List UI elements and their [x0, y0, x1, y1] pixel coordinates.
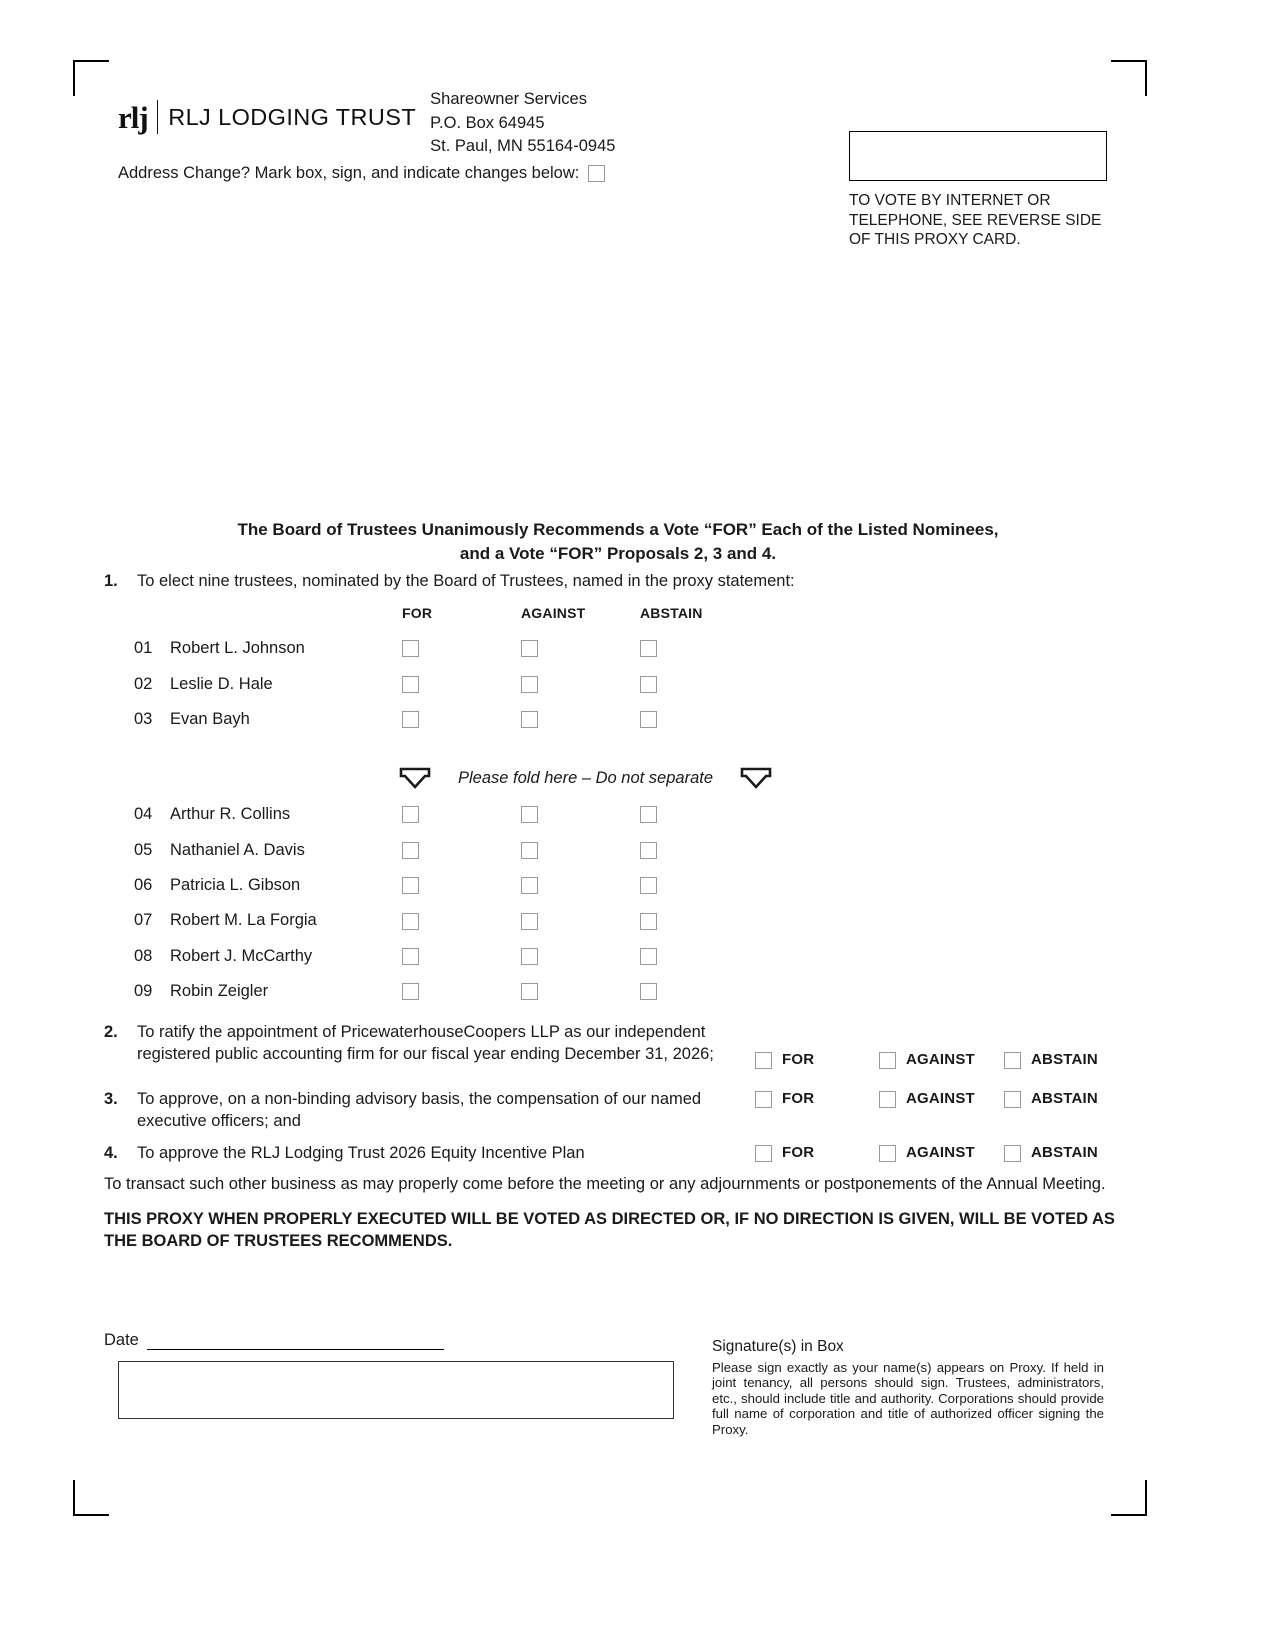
nominee-index: 05 — [134, 840, 153, 859]
nominee-abstain-cell — [640, 710, 759, 729]
nominee-against-cell — [521, 841, 640, 860]
transact-other-business: To transact such other business as may properly come before the meeting or any adjournments or postponements of the Annual Meeting. — [104, 1175, 1106, 1193]
nominee-against-cell — [521, 805, 640, 824]
nominee-index: 09 — [134, 982, 153, 1001]
rlj-monogram-icon: rlj — [118, 99, 148, 135]
nominee-for-cell — [402, 675, 521, 694]
nominee-index: 01 — [134, 639, 153, 658]
signature-instructions-block — [712, 1338, 1104, 1437]
proposal-1 — [104, 572, 1114, 591]
vote-column-headers — [134, 605, 703, 631]
proposal-4-against-label: AGAINST — [906, 1144, 975, 1161]
proposal-4-against-checkbox[interactable] — [879, 1145, 896, 1162]
proposal-2-vote-options — [755, 1049, 1098, 1071]
nominee-for-checkbox[interactable] — [402, 640, 419, 657]
nominee-name: Nathaniel A. Davis — [170, 840, 305, 859]
proposal-3-text: To approve, on a non-binding advisory basis, the compensation of our named executive officers; and — [137, 1090, 702, 1130]
signature-instructions: Please sign exactly as your name(s) appears on Proxy. If held in joint tenancy, all persons should sign. Trustees, administrators, etc., should include title and authority. Corporations should provide full name of corporation and title of authorized officer signing the Proxy. — [712, 1360, 1104, 1437]
proposal-1-text: To elect nine trustees, nominated by the Board of Trustees, named in the proxy statement: — [137, 572, 795, 590]
fold-arrow-down-icon — [398, 767, 432, 789]
table-row — [134, 797, 694, 832]
mailing-address — [430, 88, 615, 159]
proposal-4-for-checkbox[interactable] — [755, 1145, 772, 1162]
city-state-zip: St. Paul, MN 55164-0945 — [430, 137, 616, 155]
logo-divider — [157, 100, 159, 134]
nominee-against-checkbox[interactable] — [521, 711, 538, 728]
nominee-table-group-1 — [134, 605, 703, 737]
nominee-abstain-checkbox[interactable] — [640, 913, 657, 930]
proposal-2-against-option[interactable] — [879, 1049, 1004, 1071]
proposal-2-number: 2. — [104, 1023, 118, 1041]
vote-by-instructions: TO VOTE BY INTERNET OR TELEPHONE, SEE REVERSE SIDE OF THIS PROXY CARD. — [849, 192, 1102, 248]
date-label: Date — [104, 1331, 139, 1349]
table-row — [134, 832, 694, 867]
proposal-4-abstain-option[interactable] — [1004, 1142, 1098, 1164]
nominee-index: 02 — [134, 674, 153, 693]
proposal-3-against-option[interactable] — [879, 1088, 1004, 1110]
nominee-for-cell — [402, 639, 521, 658]
proposal-4 — [104, 1142, 1114, 1164]
nominee-abstain-cell — [640, 639, 759, 658]
table-row — [134, 666, 694, 701]
nominee-name: Evan Bayh — [170, 709, 250, 728]
nominee-abstain-cell — [640, 947, 759, 966]
nominee-for-cell — [402, 947, 521, 966]
proposal-2-for-checkbox[interactable] — [755, 1052, 772, 1069]
proposal-4-number: 4. — [104, 1144, 118, 1162]
nominee-for-cell — [402, 982, 521, 1001]
nominee-for-checkbox[interactable] — [402, 842, 419, 859]
nominee-against-checkbox[interactable] — [521, 948, 538, 965]
fold-arrow-down-icon — [739, 767, 773, 789]
nominee-abstain-cell — [640, 876, 759, 895]
proposal-2-abstain-option[interactable] — [1004, 1049, 1098, 1071]
proposal-4-for-option[interactable] — [755, 1142, 879, 1164]
table-row — [134, 868, 694, 903]
proposal-3-abstain-label: ABSTAIN — [1031, 1090, 1098, 1107]
proposal-2-abstain-label: ABSTAIN — [1031, 1051, 1098, 1068]
proposal-3-for-label: FOR — [782, 1090, 815, 1107]
nominee-name: Robert M. La Forgia — [170, 911, 317, 930]
nominee-table-group-2 — [134, 797, 694, 1009]
date-input-line[interactable] — [147, 1334, 444, 1350]
nominee-abstain-checkbox[interactable] — [640, 877, 657, 894]
nominee-index: 03 — [134, 709, 153, 728]
column-header-abstain: ABSTAIN — [640, 605, 703, 621]
proposal-3-number: 3. — [104, 1090, 118, 1108]
address-change-label: Address Change? Mark box, sign, and indicate changes below: — [118, 163, 580, 182]
proposal-3-for-option[interactable] — [755, 1088, 879, 1110]
nominee-name: Patricia L. Gibson — [170, 875, 301, 894]
proposal-4-text: To approve the RLJ Lodging Trust 2026 Equity Incentive Plan — [137, 1144, 585, 1162]
proposal-2-text: To ratify the appointment of PricewaterhouseCoopers LLP as our independent registered public accounting firm for our fiscal year ending December 31, 2026; — [137, 1023, 714, 1063]
nominee-for-checkbox[interactable] — [402, 913, 419, 930]
nominee-abstain-checkbox[interactable] — [640, 640, 657, 657]
proposal-3-for-checkbox[interactable] — [755, 1091, 772, 1108]
nominee-against-cell — [521, 947, 640, 966]
nominee-index: 07 — [134, 911, 153, 930]
recommendation-line-1: The Board of Trustees Unanimously Recommends a Vote “FOR” Each of the Listed Nominees, — [237, 520, 999, 539]
table-row — [134, 903, 694, 938]
nominee-abstain-checkbox[interactable] — [640, 983, 657, 1000]
address-change-checkbox[interactable] — [588, 165, 605, 182]
nominee-for-checkbox[interactable] — [402, 806, 419, 823]
proposal-2-against-checkbox[interactable] — [879, 1052, 896, 1069]
nominee-against-checkbox[interactable] — [521, 913, 538, 930]
nominee-for-checkbox[interactable] — [402, 948, 419, 965]
nominee-against-checkbox[interactable] — [521, 983, 538, 1000]
proposal-2-for-option[interactable] — [755, 1049, 879, 1071]
po-box: P.O. Box 64945 — [430, 113, 545, 132]
company-name: RLJ LODGING TRUST — [168, 103, 417, 130]
nominee-against-cell — [521, 710, 640, 729]
proposal-1-number: 1. — [104, 572, 118, 590]
nominee-for-cell — [402, 841, 521, 860]
nominee-abstain-cell — [640, 805, 759, 824]
proposal-2-against-label: AGAINST — [906, 1051, 975, 1068]
service-name: Shareowner Services — [430, 90, 587, 108]
nominee-for-cell — [402, 876, 521, 895]
table-row — [134, 939, 694, 974]
nominee-against-cell — [521, 982, 640, 1001]
nominee-index: 04 — [134, 805, 153, 824]
nominee-against-cell — [521, 876, 640, 895]
proposal-3-abstain-option[interactable] — [1004, 1088, 1098, 1110]
board-recommendation — [118, 518, 1118, 566]
nominee-name: Robin Zeigler — [170, 982, 269, 1001]
nominee-for-cell — [402, 911, 521, 930]
nominee-abstain-checkbox[interactable] — [640, 948, 657, 965]
recommendation-line-2: and a Vote “FOR” Proposals 2, 3 and 4. — [459, 544, 777, 563]
nominee-index: 08 — [134, 946, 153, 965]
proposal-4-abstain-label: ABSTAIN — [1031, 1144, 1098, 1161]
nominee-name: Robert L. Johnson — [170, 639, 305, 658]
company-logo — [118, 88, 416, 134]
proposal-2-for-label: FOR — [782, 1051, 815, 1068]
nominee-abstain-cell — [640, 841, 759, 860]
nominee-abstain-cell — [640, 982, 759, 1001]
signature-box[interactable] — [118, 1361, 674, 1419]
nominee-against-checkbox[interactable] — [521, 676, 538, 693]
proposal-4-abstain-checkbox[interactable] — [1004, 1145, 1021, 1162]
crop-mark-bottom-left — [73, 1480, 109, 1516]
nominee-abstain-cell — [640, 911, 759, 930]
nominee-abstain-checkbox[interactable] — [640, 806, 657, 823]
proposal-4-against-option[interactable] — [879, 1142, 1004, 1164]
nominee-for-checkbox[interactable] — [402, 877, 419, 894]
nominee-against-checkbox[interactable] — [521, 640, 538, 657]
nominee-name: Arthur R. Collins — [170, 805, 291, 824]
column-header-for: FOR — [402, 605, 433, 621]
nominee-abstain-checkbox[interactable] — [640, 676, 657, 693]
table-row — [134, 974, 694, 1009]
nominee-against-cell — [521, 675, 640, 694]
nominee-against-checkbox[interactable] — [521, 877, 538, 894]
nominee-against-checkbox[interactable] — [521, 806, 538, 823]
crop-mark-top-left — [73, 60, 109, 96]
nominee-name: Robert J. McCarthy — [170, 946, 313, 965]
nominee-against-cell — [521, 639, 640, 658]
fold-band — [134, 756, 834, 800]
control-number-box[interactable] — [849, 131, 1107, 181]
proposal-3-abstain-checkbox[interactable] — [1004, 1091, 1021, 1108]
nominee-name: Leslie D. Hale — [170, 674, 273, 693]
nominee-for-checkbox[interactable] — [402, 676, 419, 693]
nominee-abstain-cell — [640, 675, 759, 694]
nominee-for-checkbox[interactable] — [402, 983, 419, 1000]
proposal-2-abstain-checkbox[interactable] — [1004, 1052, 1021, 1069]
nominee-against-cell — [521, 911, 640, 930]
table-row — [134, 702, 694, 737]
proposal-2 — [104, 1021, 1114, 1071]
date-row — [104, 1331, 444, 1350]
vote-by-block — [849, 131, 1107, 250]
nominee-index: 06 — [134, 875, 153, 894]
nominee-for-checkbox[interactable] — [402, 711, 419, 728]
nominee-abstain-checkbox[interactable] — [640, 711, 657, 728]
proposal-4-for-label: FOR — [782, 1144, 815, 1161]
proposal-3-against-checkbox[interactable] — [879, 1091, 896, 1108]
proposal-3-against-label: AGAINST — [906, 1090, 975, 1107]
table-row — [134, 631, 694, 666]
crop-mark-bottom-right — [1111, 1480, 1147, 1516]
nominee-for-cell — [402, 805, 521, 824]
proposal-3-vote-options — [755, 1088, 1098, 1132]
proposal-3 — [104, 1088, 1114, 1132]
column-header-against: AGAINST — [521, 605, 586, 621]
signature-title: Signature(s) in Box — [712, 1338, 844, 1355]
fold-instruction-text: Please fold here – Do not separate — [458, 768, 714, 787]
nominee-for-cell — [402, 710, 521, 729]
proposal-4-vote-options — [755, 1142, 1098, 1164]
proxy-execution-note: THIS PROXY WHEN PROPERLY EXECUTED WILL BE VOTED AS DIRECTED OR, IF NO DIRECTION IS GIVEN, WILL BE VOTED AS THE BOARD OF TRUSTEES RECOMMENDS. — [104, 1210, 1115, 1250]
nominee-abstain-checkbox[interactable] — [640, 842, 657, 859]
nominee-against-checkbox[interactable] — [521, 842, 538, 859]
